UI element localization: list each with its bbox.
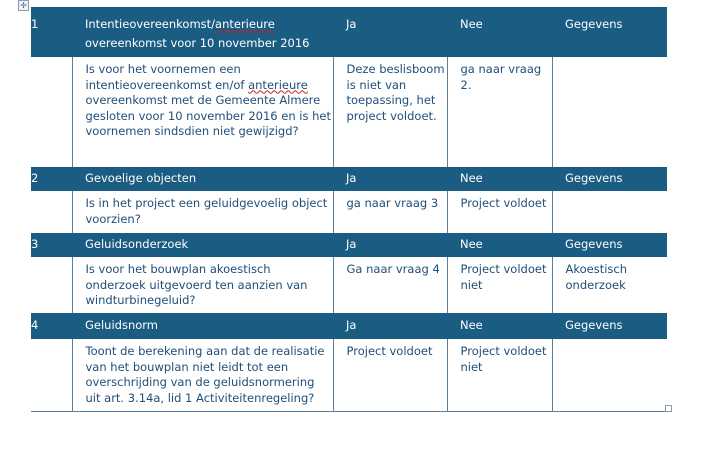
table-resize-handle-icon[interactable] <box>665 405 672 412</box>
column-yes-header: Ja <box>333 313 447 339</box>
question-cell[interactable]: Is voor het bouwplan akoestisch onderzoek uitgevoerd ten aanzien van windturbinegeluid? <box>72 257 333 313</box>
section-3-body-row <box>31 257 667 313</box>
no-answer-cell[interactable]: Project voldoet niet <box>447 339 552 411</box>
spelling-flagged-word: anterieure <box>248 77 308 92</box>
column-no-header: Nee <box>447 233 552 257</box>
section-number: 1 <box>31 7 72 57</box>
section-1-body-row <box>31 57 667 167</box>
yes-answer-cell[interactable]: Project voldoet <box>333 339 447 411</box>
section-2-header-row <box>31 167 667 191</box>
no-answer-cell[interactable]: Project voldoet <box>447 191 552 233</box>
yes-answer-cell[interactable]: ga naar vraag 3 <box>333 191 447 233</box>
section-number: 2 <box>31 167 72 191</box>
section-2-body-row <box>31 191 667 233</box>
yes-answer-cell[interactable]: Ga naar vraag 4 <box>333 257 447 313</box>
no-answer-cell[interactable]: Project voldoet niet <box>447 257 552 313</box>
question-cell[interactable]: Is in het project een geluidgevoelig object voorzien? <box>72 191 333 233</box>
column-data-header: Gegevens <box>552 313 667 339</box>
section-heading: Gevoelige objecten <box>72 167 333 191</box>
table-move-handle-icon[interactable]: ✛ <box>18 0 29 11</box>
section-heading: Intentieovereenkomst/anterieure overeenkomst voor 10 november 2016 <box>72 7 333 57</box>
section-number: 3 <box>31 233 72 257</box>
column-data-header: Gegevens <box>552 7 667 57</box>
section-1-header-row <box>31 7 667 57</box>
number-cell <box>31 339 72 411</box>
section-heading: Geluidsnorm <box>72 313 333 339</box>
section-heading: Geluidsonderzoek <box>72 233 333 257</box>
data-cell[interactable]: Akoestisch onderzoek <box>552 257 667 313</box>
column-yes-header: Ja <box>333 233 447 257</box>
number-cell <box>31 257 72 313</box>
question-cell[interactable]: Toont de berekening aan dat de realisatie van het bouwplan niet leidt tot een overschrijding van de geluidsnormering uit art. 3.14a, lid 1 Activiteitenregeling? <box>72 339 333 411</box>
column-yes-header: Ja <box>333 7 447 57</box>
section-4-header-row <box>31 313 667 339</box>
spelling-flagged-word: anterieure <box>215 17 275 31</box>
column-data-header: Gegevens <box>552 233 667 257</box>
yes-answer-cell[interactable]: Deze beslisboom is niet van toepassing, het project voldoet. <box>333 57 447 167</box>
section-4-body-row <box>31 339 667 411</box>
section-number: 4 <box>31 313 72 339</box>
column-data-header: Gegevens <box>552 167 667 191</box>
column-yes-header: Ja <box>333 167 447 191</box>
checklist-table <box>31 7 667 412</box>
number-cell <box>31 191 72 233</box>
data-cell[interactable] <box>552 339 667 411</box>
column-no-header: Nee <box>447 167 552 191</box>
number-cell <box>31 57 72 167</box>
section-3-header-row <box>31 233 667 257</box>
data-cell[interactable] <box>552 191 667 233</box>
question-cell[interactable]: Is voor het voornemen een intentieovereenkomst en/of anterieure overeenkomst met de Gemeente Almere gesloten voor 10 november 2016 en is het voornemen sindsdien niet gewijzigd? <box>72 57 333 167</box>
no-answer-cell[interactable]: ga naar vraag 2. <box>447 57 552 167</box>
column-no-header: Nee <box>447 7 552 57</box>
data-cell[interactable] <box>552 57 667 167</box>
column-no-header: Nee <box>447 313 552 339</box>
